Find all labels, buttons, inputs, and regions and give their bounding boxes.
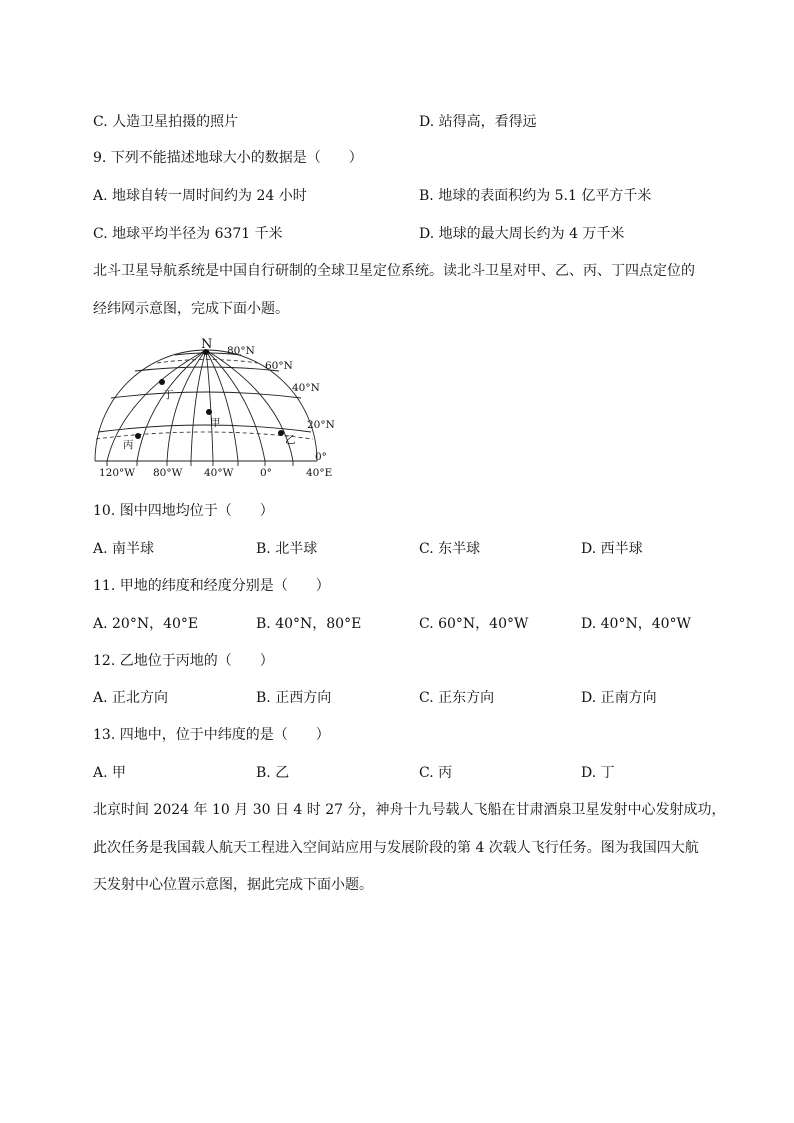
q11-option-d: D. 40°N，40°W: [581, 616, 691, 632]
q8-option-c: C. 人造卫星拍摄的照片: [93, 114, 239, 130]
q11-option-a: A. 20°N，40°E: [93, 616, 199, 632]
q12-option-a: A. 正北方向: [93, 690, 169, 706]
point-ding-dot: [159, 379, 165, 385]
lat-label-40n: 40°N: [292, 382, 320, 394]
q9-option-c: C. 地球平均半径为 6371 千米: [93, 226, 283, 242]
q13-stem: 13. 四地中，位于中纬度的是（ ）: [93, 727, 330, 743]
q11-stem: 11. 甲地的纬度和经度分别是（ ）: [93, 578, 330, 594]
q9-option-b: B. 地球的表面积约为 5.1 亿平方千米: [419, 188, 652, 204]
graticule-figure: [93, 336, 343, 482]
lat-label-60n: 60°N: [265, 360, 293, 372]
q13-option-a: A. 甲: [93, 765, 127, 781]
lon-label-80w: 80°W: [153, 467, 183, 479]
q9-option-a: A. 地球自转一周时间约为 24 小时: [93, 188, 307, 204]
q12-stem: 12. 乙地位于丙地的（ ）: [93, 653, 274, 669]
intro1-line1: 北斗卫星导航系统是中国自行研制的全球卫星定位系统。读北斗卫星对甲、乙、丙、丁四点定位的: [93, 263, 695, 279]
q8-option-d: D. 站得高，看得远: [419, 114, 537, 130]
lon-label-40w: 40°W: [204, 467, 234, 479]
q12-option-d: D. 正南方向: [581, 690, 657, 706]
q10-stem: 10. 图中四地均位于（ ）: [93, 503, 274, 519]
lon-label-120w: 120°W: [99, 467, 136, 479]
q13-option-d: D. 丁: [581, 765, 615, 781]
lat-label-20n: 20°N: [307, 419, 335, 431]
point-jia-label: 甲: [210, 417, 221, 429]
point-yi-label: 乙: [285, 434, 296, 446]
q13-option-b: B. 乙: [256, 765, 290, 781]
point-ding-label: 丁: [163, 389, 174, 401]
q9-stem: 9. 下列不能描述地球大小的数据是（ ）: [93, 150, 363, 166]
point-yi-dot: [278, 430, 284, 436]
q9-option-d: D. 地球的最大周长约为 4 万千米: [419, 226, 625, 242]
parallel-60n: [135, 367, 279, 371]
q10-option-b: B. 北半球: [256, 541, 318, 557]
q13-option-c: C. 丙: [419, 765, 453, 781]
pole-label: N: [201, 337, 213, 352]
parallel-40n: [111, 392, 301, 398]
intro2-line1: 北京时间 2024 年 10 月 30 日 4 时 27 分，神舟十九号载人飞船在甘肃酒泉卫星发射中心发射成功，: [93, 802, 726, 818]
q11-option-b: B. 40°N，80°E: [256, 616, 362, 632]
point-jia-dot: [206, 409, 212, 415]
q10-option-c: C. 东半球: [419, 541, 481, 557]
lon-label-0: 0°: [260, 467, 272, 479]
q10-option-a: A. 南半球: [93, 541, 155, 557]
lon-label-40e: 40°E: [306, 467, 333, 479]
intro2-line2: 此次任务是我国载人航天工程进入空间站应用与发展阶段的第 4 次载人飞行任务。图为我国四大航: [93, 840, 699, 856]
lat-label-80n: 80°N: [227, 345, 255, 357]
intro2-line3: 天发射中心位置示意图，据此完成下面小题。: [93, 877, 373, 893]
q12-option-b: B. 正西方向: [256, 690, 332, 706]
q10-option-d: D. 西半球: [581, 541, 643, 557]
lat-label-0: 0°: [315, 451, 327, 463]
q11-option-c: C. 60°N，40°W: [419, 616, 529, 632]
intro1-line2: 经纬网示意图，完成下面小题。: [93, 301, 289, 317]
point-bing-label: 丙: [123, 439, 134, 451]
point-bing-dot: [135, 433, 141, 439]
q12-option-c: C. 正东方向: [419, 690, 495, 706]
